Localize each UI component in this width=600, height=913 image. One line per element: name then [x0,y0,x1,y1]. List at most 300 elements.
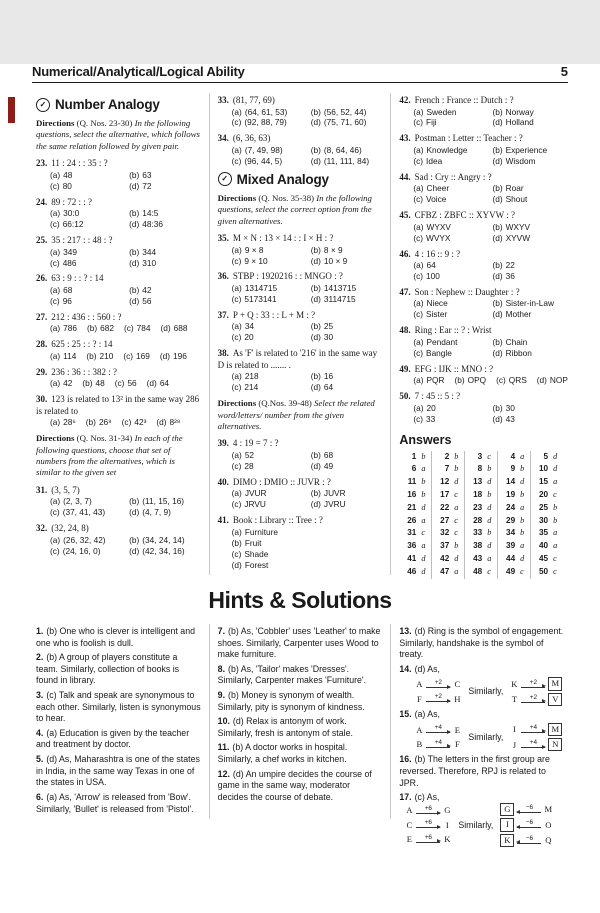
option-label: (a) [50,284,61,295]
answer-letter: a [454,566,459,576]
answer-letter: d [487,515,492,525]
option-b [82,378,104,389]
answer-letter: c [553,489,557,499]
diagram-letter: O [545,819,552,830]
hint-diagram [415,724,564,752]
hint-text: (d) As, Maharashtra is one of the states in India, in the same way Texas in one of the states in USA. [36,754,200,788]
answer-cell [432,502,465,515]
option-d [311,156,383,167]
diagram-row [415,725,461,736]
answer-letter: a [487,553,492,563]
option-label: (b) [310,144,321,155]
hints-column-3 [390,624,572,846]
hint-number: 3. [36,690,44,701]
option-c [232,294,307,305]
option-text: 786 [63,323,77,334]
question-stem [218,310,383,322]
options [413,145,564,167]
option-text: (11, 15, 16) [142,496,185,507]
option-label: (c) [231,382,242,393]
option-label: (b) [310,371,321,382]
option-text: 20 [244,332,254,343]
options [50,535,201,557]
option-text: Shout [505,194,528,205]
arrow-shaft [517,843,541,844]
option-text: (96, 44, 5) [244,155,283,166]
option-text: QRS [508,375,527,386]
option-label: (b) [492,402,503,413]
option-c [124,323,151,334]
answer-number: 10 [538,464,549,474]
hint [399,664,564,706]
answer-letter: b [421,451,426,461]
question [36,394,201,428]
options [50,285,201,307]
answer-letter: d [487,477,492,487]
answer-number: 33 [473,528,483,538]
hint-diagram [405,804,552,847]
option-text: 63 [142,169,152,180]
options [232,371,383,393]
diagram-row [500,804,552,816]
hint [218,664,383,687]
option-label: (d) [492,271,503,282]
answer-number: 27 [440,515,450,525]
diagram-letter: V [548,693,562,706]
answer-cell [465,540,498,553]
option-text: 42 [142,284,152,295]
option-text: 26⁸ [98,417,112,428]
answer-letter: c [553,566,557,576]
option-label: (b) [310,488,321,499]
option-text: 96 [62,295,72,306]
option-label: (c) [231,499,242,510]
option-b [311,283,383,294]
hint-number: 8. [217,663,226,674]
answers-heading: Answers [399,432,452,447]
options [413,375,568,386]
option-a [413,403,488,414]
option-a [413,298,488,309]
question-text: CFBZ : ZBFC :: XYVW : ? [414,210,515,221]
answer-number: 15 [538,477,549,487]
option-label: (c) [413,232,424,243]
hint-text: (b) As, 'Cobbler' uses 'Leather' to make shoes. Similarly, Carpenter uses Wood to make furniture. [217,626,381,660]
option-a [50,417,76,428]
question-text: 236 : 36 : : 382 : ? [51,366,117,377]
question [218,477,383,510]
similarly-label: Similarly, [468,686,504,697]
option-text: Voice [426,194,447,205]
answer-letter: b [520,464,525,474]
option-label: (b) [492,260,503,271]
option-label: (d) [310,499,321,510]
option-text: (92, 88, 79) [244,117,287,128]
diagram-letter: F [416,693,422,704]
question-number: 36. [217,271,229,282]
option-text: (42, 34, 16) [142,545,185,556]
diagram-letter: C [454,679,461,690]
answer-letter: b [520,528,525,538]
arrow-shaft [416,827,440,828]
answer-letter: c [553,553,557,563]
option-d [492,309,564,320]
option-text: Mother [505,309,532,320]
diagram-letter: K [500,834,514,847]
hint-text: (d) Relax is antonym of work. Similarly, fresh is antonym of stale. [217,716,353,738]
answer-cell [498,527,531,540]
answer-cell [531,553,564,566]
option-c [232,499,307,510]
similarly-label: Similarly, [458,819,494,830]
option-label: (b) [492,144,503,155]
answer-number: 18 [473,489,483,499]
question [399,391,564,424]
answer-cell [432,451,465,464]
option-label: (a) [50,534,61,545]
answer-cell [498,553,531,566]
answer-letter: d [421,566,426,576]
question-text: Postman : Letter :: Teacher : ? [414,133,523,144]
option-text: Shade [244,548,269,559]
option-label: (c) [413,117,424,128]
option-c [413,271,488,282]
option-text: JVUR [244,488,267,499]
diagram-similarly-rows [510,724,562,752]
option-label: (c) [50,180,60,191]
option-d [492,348,564,359]
option-b [454,375,486,386]
hint-diagram [415,678,564,706]
hint [218,742,383,765]
option-label: (c) [50,545,60,556]
option-a [232,245,307,256]
option-label: (b) [85,417,96,428]
option-b [86,351,113,362]
options [50,351,201,362]
option-label: (b) [86,323,98,334]
options [232,450,383,472]
option-text: WVYX [426,232,451,243]
option-label: (c) [413,347,424,358]
hint [399,792,564,847]
answer-cell [399,489,432,502]
option-b [311,145,383,156]
option-b [87,323,114,334]
arrow-shaft [426,747,450,748]
option-text: (11, 111, 84) [323,155,370,166]
option-c [50,181,125,192]
options [413,183,564,205]
question-number: 30. [36,394,48,405]
option-b [492,222,564,233]
question [399,287,564,320]
question [399,249,564,282]
arrow-left-icon [517,820,541,830]
option-label: (c) [413,194,424,205]
option-label: (c) [231,117,242,128]
option-label: (b) [310,449,321,460]
option-text: 36 [505,271,515,282]
diagram-row [405,834,451,845]
option-text: 28 [244,460,254,471]
arrow-shaft [416,842,440,843]
option-label: (b) [231,537,242,548]
hint-text: (b) As, 'Tailor' makes 'Dresses'. Similarly, Carpenter makes 'Furniture'. [217,663,367,686]
question-stem [36,339,201,351]
question-number: 23. [36,158,48,169]
arrow-label: −6 [525,819,534,827]
option-text: 10 × 9 [323,255,348,266]
question-text: 4 : 16 :: 9 : ? [414,248,461,259]
option-text: 64 [323,382,334,393]
option-text: PQR [426,375,445,386]
question-stem [36,235,201,247]
hint [36,792,201,815]
answer-letter: d [454,477,459,487]
question-stem [218,133,383,145]
option-a [413,107,488,118]
answer-number: 8 [477,464,483,474]
option-c [232,332,307,343]
hints-solutions-heading: Hints & Solutions [208,587,392,613]
option-b [492,107,564,118]
question-stem [36,197,201,209]
answer-letter: a [421,515,426,525]
arrow-shaft [426,701,450,702]
answer-number: 17 [440,489,450,499]
answer-number: 2 [444,451,450,461]
option-label: (c) [50,295,60,306]
option-d [311,461,383,472]
answer-cell [399,527,432,540]
option-text: Cheer [426,183,450,194]
diagram-row [500,819,552,831]
hints-column-2 [209,624,391,819]
option-label: (a) [413,106,424,117]
options [232,107,383,129]
option-d [492,233,564,244]
option-a [50,496,125,507]
option-label: (a) [231,244,242,255]
arrow-shaft [521,732,545,733]
option-b [129,208,201,219]
question-stem [218,515,383,527]
options [413,222,564,244]
hint-text: (a) As, [414,709,440,720]
option-b [129,285,201,296]
option-label: (b) [129,534,140,545]
answer-cell [399,502,432,515]
question-number: 31. [36,484,48,495]
option-label: (d) [492,309,503,320]
arrow-right-icon [416,835,440,845]
option-text: 49 [323,460,334,471]
option-c [413,117,488,128]
option-text: WYXV [426,221,451,232]
question-stem [36,312,201,324]
answer-cell [399,476,432,489]
arrow-shaft [416,813,440,814]
arrow-right-icon [521,680,545,690]
directions-text: Select the related word/letters/ number from the given alternatives. [217,398,375,431]
answer-letter: c [421,528,425,538]
answer-number: 31 [407,528,417,538]
option-label: (d) [492,413,503,424]
diagram-letter: A [416,724,423,735]
option-text: 30 [505,402,515,413]
answer-cell [399,451,432,464]
diagram-row [500,835,552,847]
option-text: Roar [505,183,524,194]
options [50,323,201,334]
option-label: (b) [492,183,503,194]
option-text: 42³ [134,417,147,428]
option-a [50,323,77,334]
option-text: Forest [244,559,269,570]
question-number: 29. [36,366,48,377]
answer-letter: b [487,464,492,474]
hint-text: (b) A doctor works in hospital. Similarly, a chef works in kitchen. [217,742,348,765]
answer-number: 23 [473,502,483,512]
question [399,95,564,128]
option-c [496,375,527,386]
answer-cell [465,451,498,464]
option-label: (a) [413,260,424,271]
hint-number: 5. [36,754,44,765]
options [232,321,383,343]
question-text: 212 : 436 : : 560 : ? [51,311,122,322]
answer-number: 40 [538,541,549,551]
answer-cell [399,463,432,476]
answer-letter: a [553,528,558,538]
option-text: Furniture [244,526,279,537]
answer-letter: a [520,502,525,512]
option-d [161,323,188,334]
question-stem [36,367,201,379]
hint [218,716,383,739]
question-column-2 [209,93,391,575]
option-text: Fiji [426,117,437,128]
option-label: (c) [413,155,424,166]
option-a [232,450,307,461]
arrow-shaft [426,687,450,688]
option-text: Niece [426,298,448,309]
arrow-label: −6 [525,804,534,812]
option-b [311,488,383,499]
option-label: (d) [160,323,171,334]
question-number: 50. [399,391,411,402]
hint [399,709,564,751]
answer-cell [399,553,432,566]
question-number: 49. [399,363,411,374]
option-text: 64 [159,378,170,389]
option-c [50,546,125,557]
option-label: (d) [231,559,242,570]
answer-number: 3 [477,451,483,461]
answer-number: 20 [538,489,549,499]
option-label: (a) [231,144,242,155]
option-a [232,107,307,118]
diagram-row [510,678,562,690]
answer-letter: a [421,464,426,474]
directions-ref: (Q. Nos. 23-30) [74,118,135,128]
answer-number: 21 [407,502,417,512]
option-label: (d) [129,545,140,556]
hint-number: 15. [399,709,412,720]
question-text: 4 : 19 = 7 : ? [232,438,279,449]
option-label: (c) [231,293,242,304]
option-c [50,258,125,269]
diagram-letter: M [548,723,562,736]
answer-letter: a [553,477,558,487]
answer-letter: b [454,541,459,551]
question-text: DIMO : DMIO :: JUVR : ? [232,476,331,487]
question-number: 28. [36,339,48,350]
option-text: 72 [142,180,152,191]
hint-number: 10. [217,716,230,727]
question [218,515,383,570]
arrow-shaft [521,702,545,703]
answer-cell [465,476,498,489]
option-label: (b) [129,496,140,507]
option-label: (b) [492,106,503,117]
option-text: 169 [136,350,150,361]
diagram-row [510,694,562,706]
answer-number: 34 [506,528,516,538]
answer-number: 5 [543,451,549,461]
question-stem [399,287,564,299]
arrow-label: +4 [434,724,442,732]
option-c [413,414,488,425]
answer-cell [432,540,465,553]
hint-number: 2. [36,652,44,663]
option-text: Chain [505,336,528,347]
option-text: 100 [426,271,440,282]
option-text: Idea [426,155,443,166]
question-stem [399,133,564,145]
option-text: JUVR [323,488,346,499]
option-text: 9 × 8 [244,244,264,255]
answer-cell [465,515,498,528]
option-a [413,145,488,156]
option-label: (d) [536,375,547,386]
option-a [232,371,307,382]
option-label: (a) [231,371,242,382]
question-stem [36,273,201,285]
option-label: (a) [231,282,242,293]
options [50,208,201,230]
option-label: (a) [413,144,424,155]
question [36,273,201,306]
question-number: 33. [217,95,229,105]
hint-number: 9. [217,690,226,701]
option-a [232,321,307,332]
answer-cell [432,527,465,540]
option-text: 66:12 [62,219,84,230]
question-stem [218,95,383,107]
option-label: (b) [129,246,140,257]
answer-letter: d [520,553,525,563]
arrow-label: +6 [424,833,432,841]
answer-number: 37 [440,541,450,551]
option-label: (d) [129,180,140,191]
option-d [311,332,383,343]
option-label: (d) [492,347,503,358]
option-d [129,507,201,518]
answer-number: 35 [538,528,549,538]
question-text: EFG : IJK :: MNO : ? [414,363,494,374]
